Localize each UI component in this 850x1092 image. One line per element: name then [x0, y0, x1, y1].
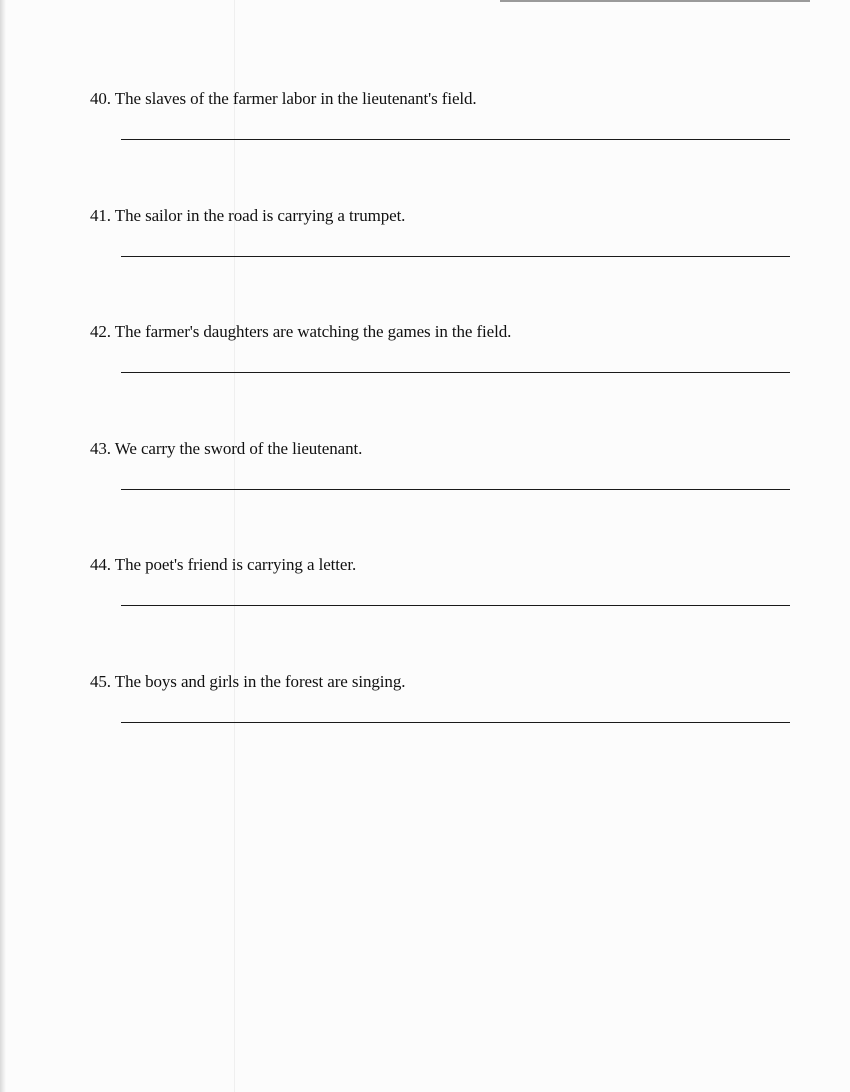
top-edge-mark — [500, 0, 810, 2]
page-fold-line — [234, 0, 235, 1092]
question-text: 44. The poet's friend is carrying a letter. — [90, 555, 357, 574]
answer-line[interactable] — [121, 139, 790, 140]
question-text: 43. We carry the sword of the lieutenant. — [90, 439, 363, 458]
answer-line[interactable] — [121, 256, 790, 257]
question-text: 41. The sailor in the road is carrying a trumpet. — [90, 206, 406, 225]
answer-line[interactable] — [121, 372, 790, 373]
question-text: 40. The slaves of the farmer labor in the lieutenant's field. — [90, 89, 477, 108]
scan-edge-shadow — [0, 0, 6, 1092]
answer-line[interactable] — [121, 605, 790, 606]
question-text: 42. The farmer's daughters are watching the games in the field. — [90, 322, 512, 341]
question-text: 45. The boys and girls in the forest are singing. — [90, 672, 406, 691]
answer-line[interactable] — [121, 722, 790, 723]
answer-line[interactable] — [121, 489, 790, 490]
